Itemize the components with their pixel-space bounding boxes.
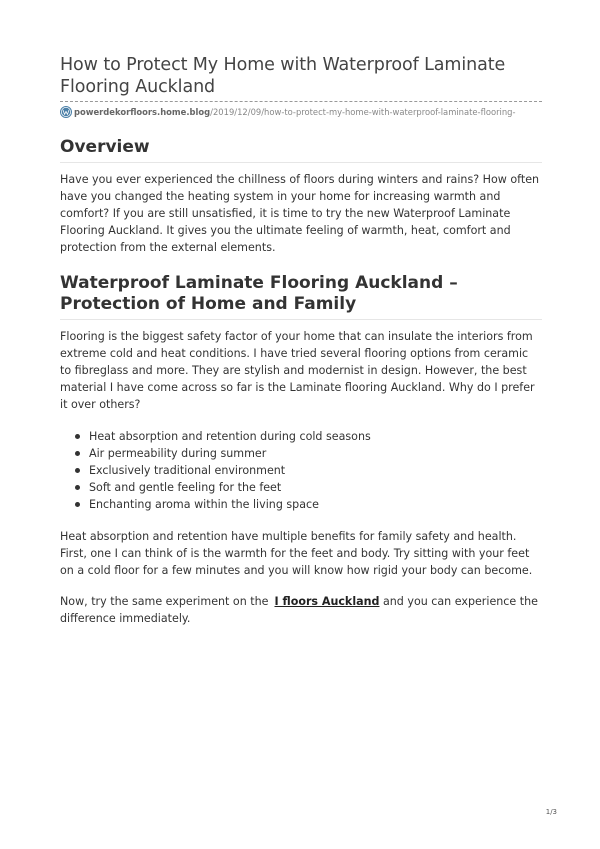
bullet-icon — [75, 468, 80, 473]
wordpress-icon — [60, 106, 72, 118]
article-title: How to Protect My Home with Waterproof Laminate Flooring Auckland — [60, 55, 506, 97]
page-number: 1/3 — [545, 808, 557, 816]
closing-paragraph — [60, 593, 542, 627]
list-item: Enchanting aroma within the living space — [75, 496, 542, 513]
heading-divider — [60, 319, 542, 320]
list-item: Soft and gentle feeling for the feet — [75, 479, 542, 496]
intro-paragraph: Flooring is the biggest safety factor of your home that can insulate the interiors from extreme cold and heat conditions. I have tried several flooring options from ceramic to fibreglass and more. They are stylish and modernist in design. However, the best material I have come across so far is the Laminate flooring Auckland. Why do I prefer it over others? — [60, 330, 535, 411]
section-heading-protection: Waterproof Laminate Flooring Auckland – Protection of Home and Family — [60, 273, 458, 314]
heading-divider — [60, 162, 542, 163]
bullet-icon — [75, 451, 80, 456]
list-item: Air permeability during summer — [75, 445, 542, 462]
bullet-icon — [75, 434, 80, 439]
list-item: Heat absorption and retention during cold seasons — [75, 428, 542, 445]
benefits-list — [60, 428, 542, 513]
source-line — [60, 101, 542, 118]
benefits-paragraph: Heat absorption and retention have multiple benefits for family safety and health. First, one I can think of is the warmth for the feet and body. Try sitting with your feet on a cold floor for a few minutes and you will know how rigid your body can become. — [60, 530, 533, 577]
closing-text-after: and you can experience the difference immediately. — [60, 595, 538, 625]
source-link[interactable] — [74, 106, 516, 118]
article — [60, 54, 542, 627]
section-heading-overview: Overview — [60, 137, 150, 157]
i-floors-auckland-link[interactable]: I floors Auckland — [274, 595, 380, 608]
overview-paragraph: Have you ever experienced the chillness of floors during winters and rains? How often have you changed the heating system in your home for increasing warmth and comfort? If you are still unsatisfied, it is time to try the new Waterproof Laminate Flooring Auckland. It gives you the ultimate feeling of warmth, heat, comfort and protection from the external elements. — [60, 173, 540, 254]
source-domain: powerdekorfloors.home.blog — [74, 107, 211, 117]
source-path: /2019/12/09/how-to-protect-my-home-with-waterproof-laminate-flooring- — [210, 107, 516, 117]
bullet-icon — [75, 485, 80, 490]
bullet-icon — [75, 502, 80, 507]
list-item: Exclusively traditional environment — [75, 462, 542, 479]
closing-text-before: Now, try the same experiment on the — [60, 595, 269, 608]
